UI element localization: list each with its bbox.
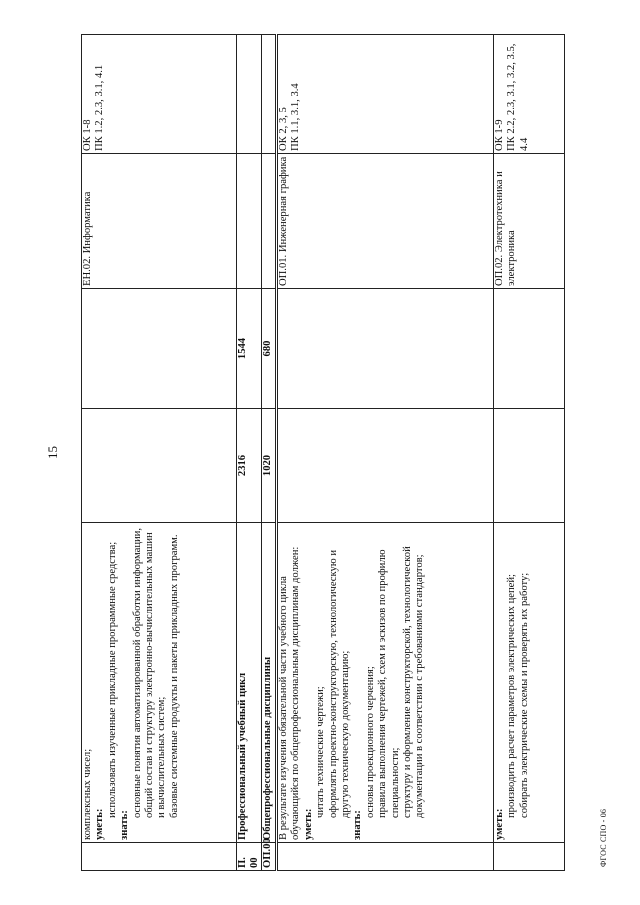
max-load-cell	[494, 409, 565, 523]
competencies-cell: ОК 1-9 ПК 2.2, 2.3, 3.1, 3.2, 3.5, 4.4	[494, 35, 565, 154]
text-line: правила выполнения чертежей, схем и эскизов по профилю специальности;	[377, 549, 401, 818]
text-line: производить расчет параметров электрических цепей;	[506, 574, 518, 818]
text-line: использовать изученные прикладные программные средства;	[106, 541, 118, 818]
requirements-cell	[82, 523, 237, 843]
code-cell	[494, 843, 565, 871]
code-cell: ОП.00	[262, 843, 277, 871]
code-cell: П. 00	[237, 843, 262, 871]
max-load-cell: 1020	[262, 409, 277, 523]
discipline-cell	[262, 154, 277, 289]
required-load-cell	[82, 289, 237, 409]
text-line: читать технические чертежи;	[315, 686, 327, 818]
table-row	[262, 35, 277, 871]
text-line: уметь:	[494, 808, 505, 840]
text-line: комплексных чисел;	[82, 748, 93, 840]
required-load-cell	[277, 289, 494, 409]
page-footer: ФГОС СПО - 06	[599, 808, 608, 867]
table-row	[494, 35, 565, 871]
text-line: знать:	[352, 810, 364, 840]
discipline-cell	[237, 154, 262, 289]
code-cell	[277, 843, 494, 871]
table-row	[237, 35, 262, 871]
discipline-cell: ОП.01. Инженерная графика	[277, 154, 494, 289]
text-line: оформлять проектно-конструкторскую, технологическую и другую техническую документацию;	[327, 549, 352, 818]
page-number: 15	[45, 446, 60, 459]
discipline-cell: ОП.02. Электротехника и электроника	[494, 154, 565, 289]
competencies-cell: ОК 2, 3, 5 ПК 1.1, 3.1, 3.4	[277, 35, 494, 154]
table-row	[82, 35, 237, 871]
text-line: основные понятия автоматизированной обработки информации, общий состав и структуру электронно-вычислительных машин и вычислительных систем;	[131, 528, 168, 818]
required-load-cell: 1544	[237, 289, 262, 409]
requirements-cell	[494, 523, 565, 843]
table-row	[277, 35, 494, 871]
text-line: структуру и оформление конструкторской, технологической документации в соответствии с требованиями стандартов;	[402, 546, 426, 818]
text-line: уметь:	[302, 808, 314, 840]
curriculum-table	[81, 34, 565, 871]
text-line: основы проекционного черчения;	[364, 666, 376, 818]
required-load-cell: 680	[262, 289, 277, 409]
competencies-cell	[237, 35, 262, 154]
max-load-cell	[82, 409, 237, 523]
max-load-cell: 2316	[237, 409, 262, 523]
text-line: базовые системные продукты и пакеты прикладных программ.	[168, 534, 180, 818]
competencies-cell: ОК 1-8 ПК 1.2, 2.3, 3.1, 4.1	[82, 35, 237, 154]
discipline-cell: ЕН.02. Информатика	[82, 154, 237, 289]
text-line: В результате изучения обязательной части учебного цикла обучающийся по общепрофессиональным дисциплинам должен:	[278, 546, 302, 840]
section-title: Общепрофессиональные дисциплины	[262, 523, 277, 843]
code-cell	[82, 843, 237, 871]
section-title: Профессиональный учебный цикл	[237, 523, 262, 843]
competencies-cell	[262, 35, 277, 154]
text-line: собирать электрические схемы и проверять их работу;	[518, 572, 530, 818]
requirements-cell	[277, 523, 494, 843]
required-load-cell	[494, 289, 565, 409]
text-line: уметь:	[94, 808, 106, 840]
max-load-cell	[277, 409, 494, 523]
text-line: знать:	[119, 810, 131, 840]
